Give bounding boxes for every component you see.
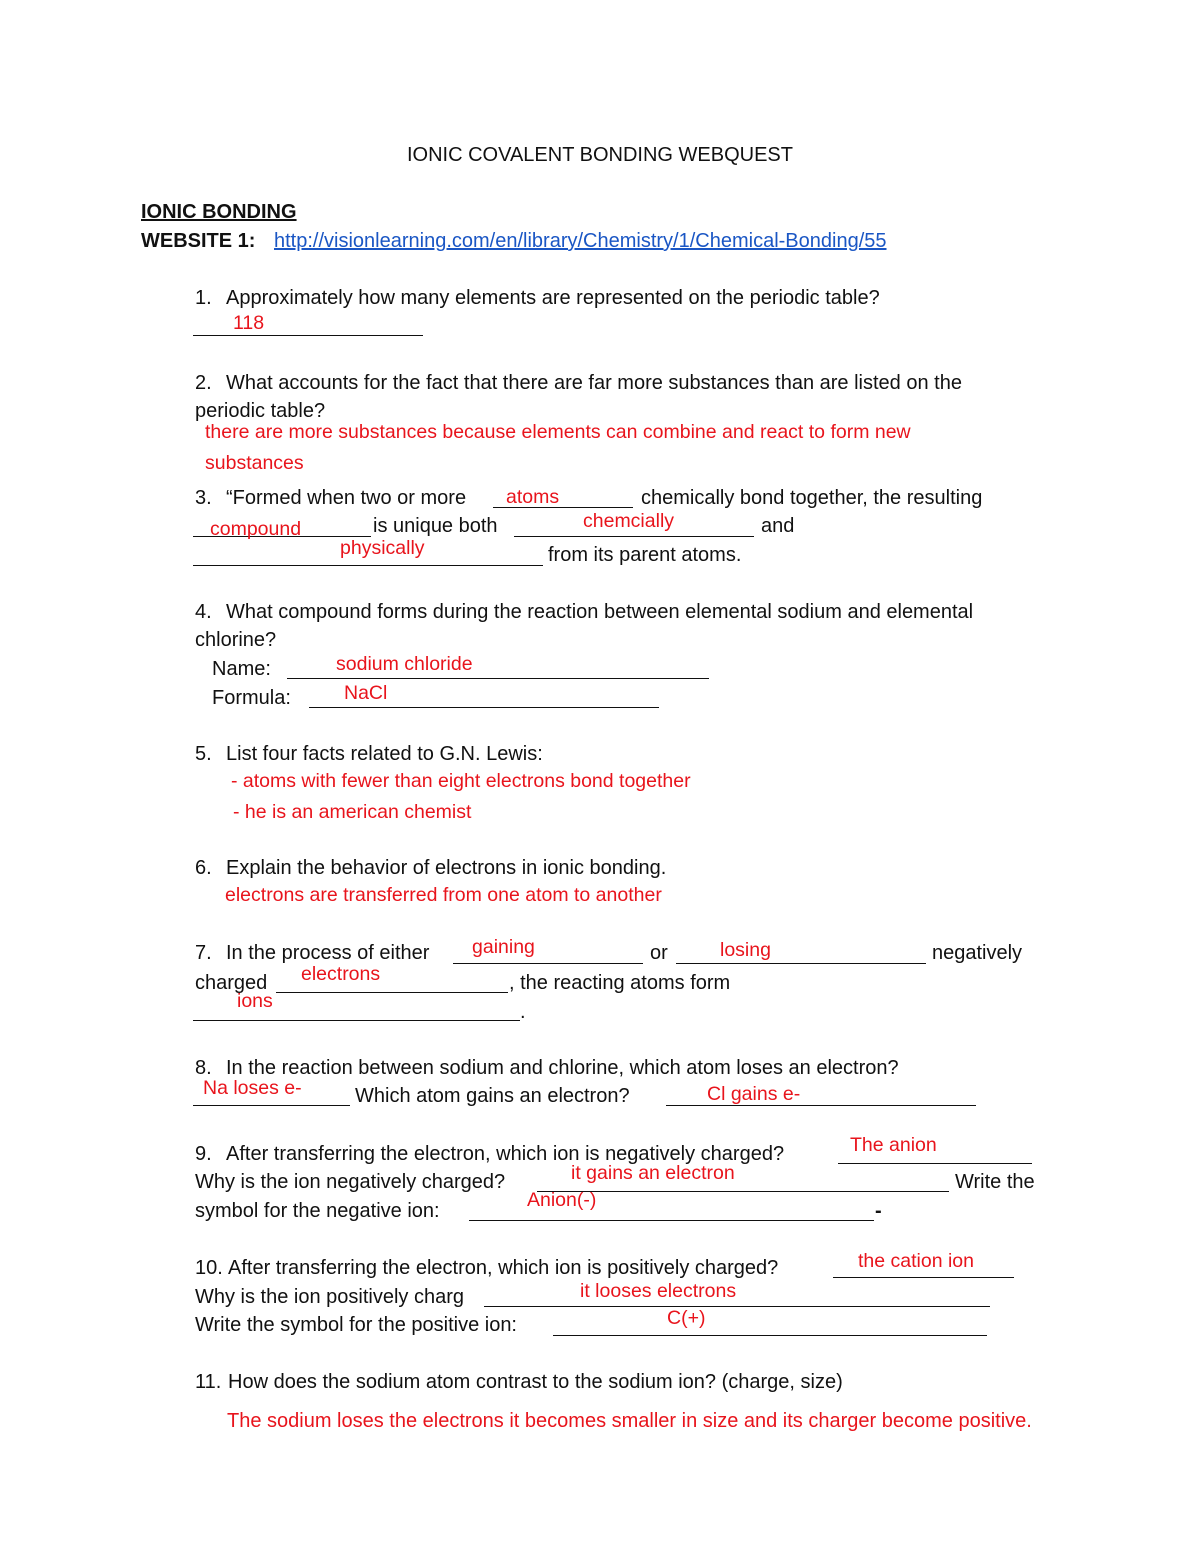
answer-gaining[interactable]: gaining (472, 936, 535, 958)
question-number: 6. (195, 857, 212, 879)
website-label: WEBSITE 1: (141, 230, 256, 252)
question-number: 11. (195, 1371, 222, 1393)
question-text-part-3: Write the (955, 1171, 1035, 1193)
answer-text-line-1[interactable]: there are more substances because elements can combine and react to form new (205, 421, 911, 443)
question-text-part-3: negatively (932, 942, 1023, 964)
question-text-line-1: What accounts for the fact that there are far more substances than are listed on the (226, 372, 962, 394)
answer-text-line-2[interactable]: substances (205, 452, 304, 474)
answer-line (193, 335, 423, 336)
question-text-part-4: charged (195, 972, 268, 994)
blank-name (287, 678, 709, 679)
answer-atoms[interactable]: atoms (506, 486, 560, 508)
blank-symbol (469, 1220, 874, 1221)
question-text-part-1: After transferring the electron, which ion is positively charged? (228, 1257, 779, 1279)
question-text-part-4: and (761, 515, 795, 537)
section-heading: IONIC BONDING (141, 201, 297, 223)
blank-physically (193, 565, 543, 566)
blank-negative-ion (838, 1163, 1032, 1164)
question-text-part-5: , the reacting atoms form (509, 972, 731, 994)
answer-reason[interactable]: it gains an electron (571, 1162, 735, 1184)
fact-item[interactable]: - atoms with fewer than eight electrons bond together (231, 770, 691, 792)
question-number: 8. (195, 1057, 212, 1079)
answer-losing[interactable]: losing (720, 939, 771, 961)
question-text-part-2: Why is the ion positively charg (195, 1286, 465, 1308)
answer-formula[interactable]: NaCl (344, 682, 388, 704)
question-text-part-3: Write the symbol for the positive ion: (195, 1314, 517, 1336)
question-text-part-1: In the process of either (226, 942, 430, 964)
answer-electrons[interactable]: electrons (301, 963, 381, 985)
question-text-part-2: Which atom gains an electron? (355, 1085, 630, 1107)
question-text-part-1: After transferring the electron, which ion is negatively charged? (226, 1143, 785, 1165)
answer-ions[interactable]: ions (237, 990, 273, 1012)
answer-text[interactable]: 118 (233, 312, 265, 334)
question-text-part-1: In the reaction between sodium and chlorine, which atom loses an electron? (226, 1057, 899, 1079)
question-text: How does the sodium atom contrast to the sodium ion? (charge, size) (228, 1371, 843, 1393)
answer-compound[interactable]: compound (210, 518, 302, 540)
question-text-part-2: or (650, 942, 668, 964)
answer-positive-ion[interactable]: the cation ion (858, 1250, 975, 1272)
name-label: Name: (212, 658, 271, 680)
blank-chemically (514, 536, 754, 537)
question-text-part-2: Why is the ion negatively charged? (195, 1171, 506, 1193)
question-text-line-2: periodic table? (195, 400, 326, 422)
blank-formula (309, 707, 659, 708)
blank-ions (193, 1020, 520, 1021)
question-number: 7. (195, 942, 212, 964)
question-text: List four facts related to G.N. Lewis: (226, 743, 543, 765)
question-text-part-3: is unique both (373, 515, 498, 537)
answer-text[interactable]: The sodium loses the electrons it becomes smaller in size and its charger become positive. (227, 1410, 1032, 1432)
answer-name[interactable]: sodium chloride (336, 653, 473, 675)
formula-label: Formula: (212, 687, 291, 709)
answer-negative-ion[interactable]: The anion (850, 1134, 937, 1156)
answer-symbol[interactable]: Anion(-) (527, 1189, 597, 1211)
blank-loses (193, 1105, 350, 1106)
question-text-part-5: from its parent atoms. (548, 544, 742, 566)
question-text-part-2: chemically bond together, the resulting (641, 487, 983, 509)
blank-reason (537, 1191, 949, 1192)
question-text-part-5: - (875, 1200, 882, 1222)
question-text-part-1: “Formed when two or more (226, 487, 467, 509)
question-number: 10. (195, 1257, 223, 1279)
question-text: Approximately how many elements are represented on the periodic table? (226, 287, 880, 309)
answer-chemically[interactable]: chemcially (583, 510, 675, 532)
answer-physically[interactable]: physically (340, 537, 425, 559)
question-number: 4. (195, 601, 212, 623)
blank-reason (484, 1306, 990, 1307)
document-title: IONIC COVALENT BONDING WEBQUEST (407, 144, 793, 166)
blank-gaining (453, 963, 643, 964)
answer-loses[interactable]: Na loses e- (203, 1077, 302, 1099)
question-number: 5. (195, 743, 212, 765)
question-text-line-2: chlorine? (195, 629, 277, 651)
question-text-line-1: What compound forms during the reaction between elemental sodium and elemental (226, 601, 974, 623)
blank-electrons (276, 992, 508, 993)
answer-text[interactable]: electrons are transferred from one atom to another (225, 884, 662, 906)
question-text-part-6: . (520, 1001, 526, 1023)
question-number: 9. (195, 1143, 212, 1165)
blank-losing (676, 963, 926, 964)
question-text: Explain the behavior of electrons in ionic bonding. (226, 857, 667, 879)
question-number: 2. (195, 372, 212, 394)
blank-positive-ion (833, 1277, 1014, 1278)
question-number: 1. (195, 287, 212, 309)
answer-symbol[interactable]: C(+) (667, 1307, 706, 1329)
answer-gains[interactable]: Cl gains e- (707, 1083, 801, 1105)
fact-item[interactable]: - he is an american chemist (233, 801, 472, 823)
question-number: 3. (195, 487, 212, 509)
answer-reason[interactable]: it looses electrons (580, 1280, 737, 1302)
blank-symbol (553, 1335, 987, 1336)
question-text-part-4: symbol for the negative ion: (195, 1200, 440, 1222)
website-link[interactable]: http://visionlearning.com/en/library/Chemistry/1/Chemical-Bonding/55 (274, 230, 887, 252)
